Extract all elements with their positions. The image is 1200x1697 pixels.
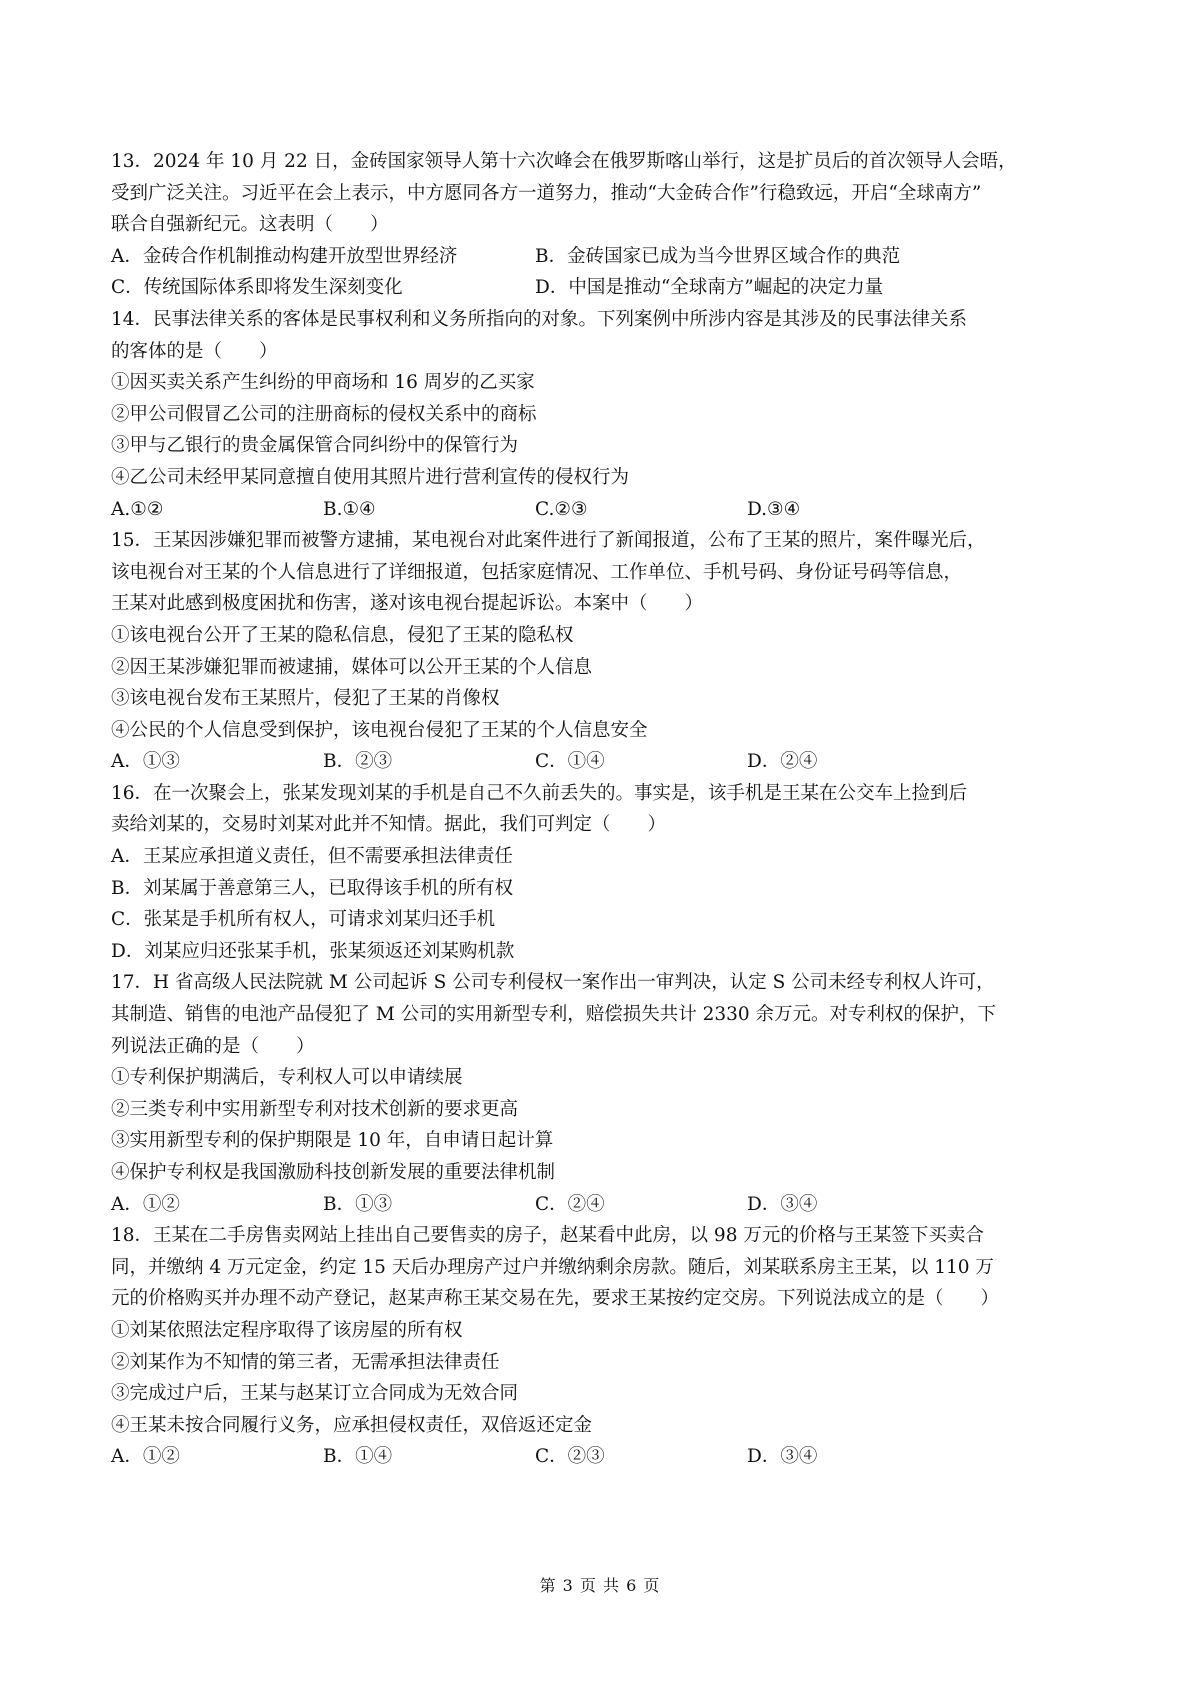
statement-item: ③该电视台发布王某照片，侵犯了王某的肖像权 bbox=[111, 688, 500, 710]
option-b: B．①③ bbox=[323, 1193, 393, 1215]
option-d: D．③④ bbox=[747, 1446, 818, 1468]
option-a: A．金砖合作机制推动构建开放型世界经济 bbox=[111, 245, 458, 267]
statement-item: ③甲与乙银行的贵金属保管合同纠纷中的保管行为 bbox=[111, 435, 519, 457]
statement-item: ④公民的个人信息受到保护，该电视台侵犯了王某的个人信息安全 bbox=[111, 719, 648, 741]
question-stem-line: 该电视台对王某的个人信息进行了详细报道，包括家庭情况、工作单位、手机号码、身份证号码等信息， bbox=[111, 561, 963, 583]
option-c: C．②③ bbox=[535, 1446, 605, 1468]
question-stem-line: 其制造、销售的电池产品侵犯了 M 公司的实用新型专利，赔偿损失共计 2330 余万元。对专利权的保护，下 bbox=[111, 1004, 997, 1026]
statement-item: ③实用新型专利的保护期限是 10 年，自申请日起计算 bbox=[111, 1130, 554, 1152]
question-stem-line: 同，并缴纳 4 万元定金，约定 15 天后办理房产过户并缴纳剩余房款。随后，刘某联系房主王某，以 110 万 bbox=[111, 1256, 994, 1278]
statement-item: ②因王某涉嫌犯罪而被逮捕，媒体可以公开王某的个人信息 bbox=[111, 656, 593, 678]
question-stem-line: 受到广泛关注。习近平在会上表示，中方愿同各方一道努力，推动“大金砖合作”行稳致远，开启“全球南方” bbox=[111, 182, 982, 204]
statement-item: ①专利保护期满后，专利权人可以申请续展 bbox=[111, 1067, 463, 1089]
option-b: B．金砖国家已成为当今世界区域合作的典范 bbox=[535, 245, 901, 267]
statement-item: ④保护专利权是我国激励科技创新发展的重要法律机制 bbox=[111, 1162, 556, 1183]
option-c: C.②③ bbox=[535, 498, 588, 520]
question-stem-line: 16．在一次聚会上，张某发现刘某的手机是自己不久前丢失的。事实是，该手机是王某在公交车上捡到后 bbox=[111, 782, 968, 804]
statement-item: ①因买卖关系产生纠纷的甲商场和 16 周岁的乙买家 bbox=[111, 372, 535, 394]
option-b: B.①④ bbox=[323, 498, 376, 520]
statement-item: ②甲公司假冒乙公司的注册商标的侵权关系中的商标 bbox=[111, 403, 537, 425]
question-17 bbox=[111, 967, 1103, 1220]
option-a: A．①③ bbox=[111, 751, 180, 773]
question-stem-line: 王某对此感到极度困扰和伤害，遂对该电视台提起诉讼。本案中（ ） bbox=[111, 593, 704, 615]
option-a: A.①② bbox=[111, 498, 164, 520]
option-row bbox=[111, 272, 1103, 304]
option-row bbox=[111, 1189, 1103, 1221]
option-a: A．王某应承担道义责任，但不需要承担法律责任 bbox=[111, 846, 513, 868]
option-a: A．①② bbox=[111, 1446, 180, 1468]
option-d: D．③④ bbox=[747, 1193, 818, 1215]
option-c: C．传统国际体系即将发生深刻变化 bbox=[111, 277, 403, 299]
question-stem-line: 列说法正确的是（ ） bbox=[111, 1035, 315, 1057]
question-stem-line: 的客体的是（ ） bbox=[111, 340, 278, 362]
question-14 bbox=[111, 304, 1103, 525]
question-list bbox=[111, 146, 1103, 1473]
question-stem-line: 18．王某在二手房售卖网站上挂出自己要售卖的房子，赵某看中此房，以 98 万元的价格与王某签下买卖合 bbox=[111, 1225, 984, 1247]
option-b: B．①④ bbox=[323, 1446, 393, 1468]
option-c: C．①④ bbox=[535, 751, 605, 773]
question-18 bbox=[111, 1220, 1103, 1473]
question-stem-line: 卖给刘某的，交易时刘某对此并不知情。据此，我们可判定（ ） bbox=[111, 814, 667, 836]
question-16 bbox=[111, 778, 1103, 968]
statement-item: ④乙公司未经甲某同意擅自使用其照片进行营利宣传的侵权行为 bbox=[111, 466, 630, 488]
option-row bbox=[111, 1441, 1103, 1473]
statement-item: ②三类专利中实用新型专利对技术创新的要求更高 bbox=[111, 1098, 519, 1120]
question-13 bbox=[111, 146, 1103, 304]
option-d: D．②④ bbox=[747, 751, 818, 773]
statement-item: ①刘某依照法定程序取得了该房屋的所有权 bbox=[111, 1319, 463, 1341]
statement-item: ④王某未按合同履行义务，应承担侵权责任，双倍返还定金 bbox=[111, 1414, 593, 1436]
statement-item: ①该电视台公开了王某的隐私信息，侵犯了王某的隐私权 bbox=[111, 624, 574, 646]
question-stem-line: 元的价格购买并办理不动产登记，赵某声称王某交易在先，要求王某按约定交房。下列说法成立的是（ ） bbox=[111, 1288, 1000, 1310]
question-stem-line: 17．H 省高级人民法院就 M 公司起诉 S 公司专利侵权一案作出一审判决，认定 S 公司未经专利权人许可， bbox=[111, 972, 995, 994]
question-stem-line: 14．民事法律关系的客体是民事权利和义务所指向的对象。下列案例中所涉内容是其涉及的民事法律关系 bbox=[111, 308, 968, 330]
option-a: A．①② bbox=[111, 1193, 180, 1215]
option-d: D．中国是推动“全球南方”崛起的决定力量 bbox=[535, 277, 884, 299]
statement-item: ②刘某作为不知情的第三者，无需承担法律责任 bbox=[111, 1351, 500, 1373]
option-b: B．刘某属于善意第三人，已取得该手机的所有权 bbox=[111, 877, 514, 899]
option-c: C．②④ bbox=[535, 1193, 605, 1215]
question-15 bbox=[111, 525, 1103, 778]
statement-item: ③完成过户后，王某与赵某订立合同成为无效合同 bbox=[111, 1383, 519, 1405]
page-number: 第 3 页 共 6 页 bbox=[539, 1576, 661, 1595]
question-stem-line: 13．2024 年 10 月 22 日，金砖国家领导人第十六次峰会在俄罗斯喀山举行，这是扩员后的首次领导人会晤， bbox=[111, 151, 1017, 172]
option-row bbox=[111, 494, 1103, 526]
option-row bbox=[111, 746, 1103, 778]
option-d: D.③④ bbox=[747, 498, 801, 520]
option-d: D．刘某应归还张某手机，张某须返还刘某购机款 bbox=[111, 940, 515, 962]
question-stem-line: 15．王某因涉嫌犯罪而被警方逮捕，某电视台对此案件进行了新闻报道，公布了王某的照片，案件曝光后， bbox=[111, 530, 986, 552]
question-stem-line: 联合自强新纪元。这表明（ ） bbox=[111, 214, 389, 236]
option-c: C．张某是手机所有权人，可请求刘某归还手机 bbox=[111, 909, 496, 931]
option-row bbox=[111, 241, 1103, 273]
option-b: B．②③ bbox=[323, 751, 393, 773]
